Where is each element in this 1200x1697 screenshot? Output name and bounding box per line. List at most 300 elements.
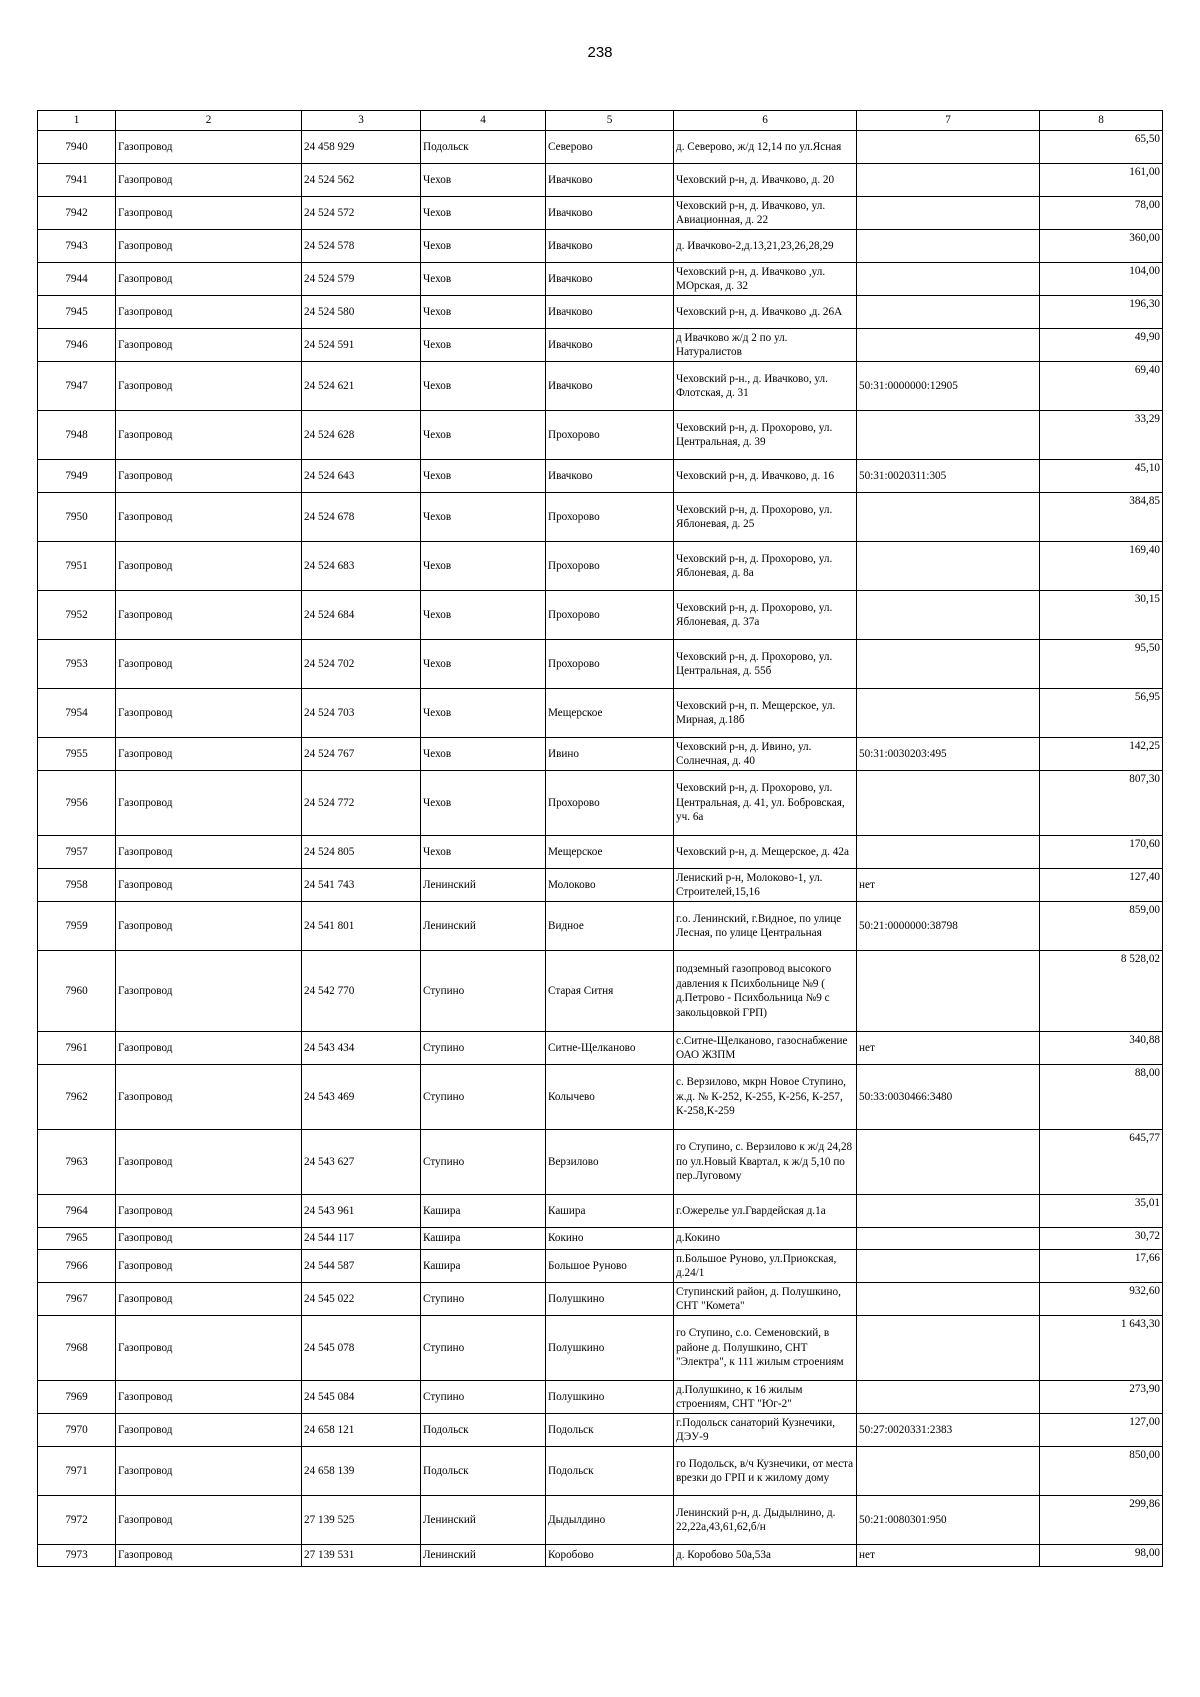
settlement-cell: Мещерское	[546, 836, 674, 869]
table-row	[38, 771, 1163, 836]
object-code-cell: 24 524 578	[302, 230, 421, 263]
row-number-cell: 7966	[38, 1250, 116, 1283]
address-cell: г.о. Ленинский, г.Видное, по улице Лесная, по улице Центральная	[674, 902, 857, 951]
object-code-cell: 24 545 022	[302, 1283, 421, 1316]
table-body	[38, 131, 1163, 1567]
district-cell: Чехов	[421, 329, 546, 362]
district-cell: Чехов	[421, 263, 546, 296]
length-cell: 30,15	[1040, 591, 1163, 640]
district-cell: Чехов	[421, 230, 546, 263]
cadastral-number-cell	[857, 1195, 1040, 1228]
length-cell: 169,40	[1040, 542, 1163, 591]
object-type-cell: Газопровод	[116, 460, 302, 493]
district-cell: Чехов	[421, 771, 546, 836]
settlement-cell: Ситне-Щелканово	[546, 1032, 674, 1065]
address-cell: с. Верзилово, мкрн Новое Ступино, ж.д. № К-252, К-255, К-256, К-257, К-258,К-259	[674, 1065, 857, 1130]
settlement-cell: Северово	[546, 131, 674, 164]
cadastral-number-cell	[857, 1228, 1040, 1250]
settlement-cell: Ивачково	[546, 362, 674, 411]
cadastral-number-cell	[857, 836, 1040, 869]
object-type-cell: Газопровод	[116, 296, 302, 329]
row-number-cell: 7940	[38, 131, 116, 164]
object-type-cell: Газопровод	[116, 689, 302, 738]
district-cell: Ступино	[421, 1381, 546, 1414]
settlement-cell: Прохорово	[546, 542, 674, 591]
length-cell: 17,66	[1040, 1250, 1163, 1283]
length-cell: 142,25	[1040, 738, 1163, 771]
object-type-cell: Газопровод	[116, 1130, 302, 1195]
row-number-cell: 7957	[38, 836, 116, 869]
address-cell: д. Северово, ж/д 12,14 по ул.Ясная	[674, 131, 857, 164]
object-code-cell: 24 524 562	[302, 164, 421, 197]
district-cell: Кашира	[421, 1195, 546, 1228]
settlement-cell: Дыдылдино	[546, 1496, 674, 1545]
district-cell: Чехов	[421, 296, 546, 329]
object-type-cell: Газопровод	[116, 1545, 302, 1567]
district-cell: Подольск	[421, 1447, 546, 1496]
length-cell: 273,90	[1040, 1381, 1163, 1414]
address-cell: Лениский р-н, Молоково-1, ул. Строителей,15,16	[674, 869, 857, 902]
column-header: 5	[546, 111, 674, 131]
table-row	[38, 542, 1163, 591]
table-row	[38, 591, 1163, 640]
district-cell: Ступино	[421, 1032, 546, 1065]
object-type-cell: Газопровод	[116, 1316, 302, 1381]
length-cell: 49,90	[1040, 329, 1163, 362]
object-code-cell: 24 658 121	[302, 1414, 421, 1447]
cadastral-number-cell: 50:31:0030203:495	[857, 738, 1040, 771]
column-header: 4	[421, 111, 546, 131]
object-type-cell: Газопровод	[116, 1447, 302, 1496]
table-row	[38, 738, 1163, 771]
object-code-cell: 24 524 683	[302, 542, 421, 591]
settlement-cell: Прохорово	[546, 591, 674, 640]
settlement-cell: Большое Руново	[546, 1250, 674, 1283]
address-cell: Чеховский р-н, п. Мещерское, ул. Мирная, д.18б	[674, 689, 857, 738]
address-cell: подземный газопровод высокого давления к Психбольнице №9 ( д.Петрово - Психбольница №9 с закольцовкой ГРП)	[674, 951, 857, 1032]
settlement-cell: Полушкино	[546, 1283, 674, 1316]
table-row	[38, 164, 1163, 197]
length-cell: 807,30	[1040, 771, 1163, 836]
settlement-cell: Подольск	[546, 1447, 674, 1496]
district-cell: Ленинский	[421, 1496, 546, 1545]
object-code-cell: 24 543 434	[302, 1032, 421, 1065]
object-code-cell: 24 658 139	[302, 1447, 421, 1496]
district-cell: Чехов	[421, 738, 546, 771]
table-row	[38, 869, 1163, 902]
district-cell: Ступино	[421, 1065, 546, 1130]
length-cell: 30,72	[1040, 1228, 1163, 1250]
length-cell: 95,50	[1040, 640, 1163, 689]
row-number-cell: 7944	[38, 263, 116, 296]
table-row	[38, 1065, 1163, 1130]
row-number-cell: 7948	[38, 411, 116, 460]
cadastral-number-cell	[857, 1316, 1040, 1381]
district-cell: Чехов	[421, 493, 546, 542]
address-cell: Чеховский р-н, д. Мещерское, д. 42а	[674, 836, 857, 869]
settlement-cell: Колычево	[546, 1065, 674, 1130]
row-number-cell: 7941	[38, 164, 116, 197]
district-cell: Чехов	[421, 689, 546, 738]
cadastral-number-cell	[857, 1381, 1040, 1414]
object-type-cell: Газопровод	[116, 493, 302, 542]
district-cell: Чехов	[421, 411, 546, 460]
district-cell: Ступино	[421, 1316, 546, 1381]
object-type-cell: Газопровод	[116, 1065, 302, 1130]
address-cell: д. Ивачково-2,д.13,21,23,26,28,29	[674, 230, 857, 263]
table-row	[38, 197, 1163, 230]
address-cell: Чеховский р-н, д. Прохорово, ул. Центральная, д. 41, ул. Бобровская, уч. 6а	[674, 771, 857, 836]
table-row	[38, 951, 1163, 1032]
cadastral-number-cell	[857, 591, 1040, 640]
row-number-cell: 7965	[38, 1228, 116, 1250]
district-cell: Чехов	[421, 197, 546, 230]
row-number-cell: 7973	[38, 1545, 116, 1567]
object-code-cell: 24 524 579	[302, 263, 421, 296]
object-type-cell: Газопровод	[116, 164, 302, 197]
row-number-cell: 7961	[38, 1032, 116, 1065]
cadastral-number-cell	[857, 542, 1040, 591]
row-number-cell: 7963	[38, 1130, 116, 1195]
cadastral-number-cell	[857, 131, 1040, 164]
address-cell: Чеховский р-н, д. Ивачково ,д. 26А	[674, 296, 857, 329]
object-type-cell: Газопровод	[116, 362, 302, 411]
table-row	[38, 296, 1163, 329]
table-row	[38, 1414, 1163, 1447]
object-type-cell: Газопровод	[116, 1032, 302, 1065]
row-number-cell: 7955	[38, 738, 116, 771]
object-type-cell: Газопровод	[116, 230, 302, 263]
cadastral-number-cell	[857, 1250, 1040, 1283]
registry-table	[37, 110, 1163, 1567]
length-cell: 8 528,02	[1040, 951, 1163, 1032]
object-code-cell: 24 524 621	[302, 362, 421, 411]
row-number-cell: 7942	[38, 197, 116, 230]
length-cell: 56,95	[1040, 689, 1163, 738]
cadastral-number-cell: 50:21:0000000:38798	[857, 902, 1040, 951]
settlement-cell: Ивачково	[546, 263, 674, 296]
address-cell: Чеховский р-н, д. Прохорово, ул. Яблоневая, д. 25	[674, 493, 857, 542]
settlement-cell: Верзилово	[546, 1130, 674, 1195]
object-type-cell: Газопровод	[116, 869, 302, 902]
address-cell: го Подольск, в/ч Кузнечики, от места врезки до ГРП и к жилому дому	[674, 1447, 857, 1496]
object-type-cell: Газопровод	[116, 1414, 302, 1447]
district-cell: Чехов	[421, 542, 546, 591]
district-cell: Чехов	[421, 591, 546, 640]
cadastral-number-cell	[857, 640, 1040, 689]
table-row	[38, 1496, 1163, 1545]
row-number-cell: 7945	[38, 296, 116, 329]
table-row	[38, 1195, 1163, 1228]
district-cell: Ступино	[421, 1283, 546, 1316]
address-cell: г.Подольск санаторий Кузнечики, ДЭУ-9	[674, 1414, 857, 1447]
object-code-cell: 24 541 743	[302, 869, 421, 902]
cadastral-number-cell	[857, 1130, 1040, 1195]
address-cell: Чеховский р-н., д. Ивачково, ул. Флотская, д. 31	[674, 362, 857, 411]
row-number-cell: 7972	[38, 1496, 116, 1545]
object-type-cell: Газопровод	[116, 542, 302, 591]
length-cell: 35,01	[1040, 1195, 1163, 1228]
cadastral-number-cell	[857, 263, 1040, 296]
object-type-cell: Газопровод	[116, 197, 302, 230]
table-row	[38, 1130, 1163, 1195]
address-cell: д.Кокино	[674, 1228, 857, 1250]
district-cell: Ленинский	[421, 869, 546, 902]
row-number-cell: 7962	[38, 1065, 116, 1130]
header-row	[38, 111, 1163, 131]
row-number-cell: 7960	[38, 951, 116, 1032]
object-type-cell: Газопровод	[116, 902, 302, 951]
district-cell: Ленинский	[421, 902, 546, 951]
length-cell: 45,10	[1040, 460, 1163, 493]
district-cell: Подольск	[421, 131, 546, 164]
length-cell: 850,00	[1040, 1447, 1163, 1496]
address-cell: Ступинский район, д. Полушкино, СНТ "Комета"	[674, 1283, 857, 1316]
cadastral-number-cell	[857, 411, 1040, 460]
settlement-cell: Прохорово	[546, 493, 674, 542]
settlement-cell: Полушкино	[546, 1381, 674, 1414]
settlement-cell: Ивачково	[546, 197, 674, 230]
length-cell: 65,50	[1040, 131, 1163, 164]
length-cell: 360,00	[1040, 230, 1163, 263]
table-row	[38, 263, 1163, 296]
object-code-cell: 24 524 580	[302, 296, 421, 329]
table-row	[38, 1283, 1163, 1316]
object-code-cell: 24 524 702	[302, 640, 421, 689]
column-header: 1	[38, 111, 116, 131]
row-number-cell: 7953	[38, 640, 116, 689]
object-code-cell: 24 543 469	[302, 1065, 421, 1130]
table-row	[38, 411, 1163, 460]
district-cell: Чехов	[421, 164, 546, 197]
object-code-cell: 24 524 703	[302, 689, 421, 738]
cadastral-number-cell: 50:31:0000000:12905	[857, 362, 1040, 411]
address-cell: Чеховский р-н, д. Ивино, ул. Солнечная, д. 40	[674, 738, 857, 771]
district-cell: Подольск	[421, 1414, 546, 1447]
cadastral-number-cell	[857, 164, 1040, 197]
settlement-cell: Молоково	[546, 869, 674, 902]
address-cell: Чеховский р-н, д. Прохорово, ул. Яблоневая, д. 8а	[674, 542, 857, 591]
district-cell: Кашира	[421, 1228, 546, 1250]
length-cell: 299,86	[1040, 1496, 1163, 1545]
row-number-cell: 7951	[38, 542, 116, 591]
object-code-cell: 24 544 117	[302, 1228, 421, 1250]
cadastral-number-cell	[857, 296, 1040, 329]
object-type-cell: Газопровод	[116, 1283, 302, 1316]
address-cell: г.Ожерелье ул.Гвардейская д.1а	[674, 1195, 857, 1228]
object-type-cell: Газопровод	[116, 640, 302, 689]
object-code-cell: 24 524 684	[302, 591, 421, 640]
settlement-cell: Ивачково	[546, 230, 674, 263]
object-type-cell: Газопровод	[116, 263, 302, 296]
address-cell: с.Ситне-Щелканово, газоснабжение ОАО ЖЗПМ	[674, 1032, 857, 1065]
district-cell: Чехов	[421, 362, 546, 411]
address-cell: Чеховский р-н, д. Прохорово, ул. Яблоневая, д. 37а	[674, 591, 857, 640]
address-cell: го Ступино, с. Верзилово к ж/д 24,28 по ул.Новый Квартал, к ж/д 5,10 по пер.Луговому	[674, 1130, 857, 1195]
settlement-cell: Видное	[546, 902, 674, 951]
object-code-cell: 24 458 929	[302, 131, 421, 164]
object-type-cell: Газопровод	[116, 329, 302, 362]
cadastral-number-cell	[857, 1447, 1040, 1496]
address-cell: го Ступино, с.о. Семеновский, в районе д. Полушкино, СНТ "Электра", к 111 жилым строениям	[674, 1316, 857, 1381]
length-cell: 932,60	[1040, 1283, 1163, 1316]
row-number-cell: 7946	[38, 329, 116, 362]
table-row	[38, 329, 1163, 362]
settlement-cell: Прохорово	[546, 771, 674, 836]
table-row	[38, 1250, 1163, 1283]
object-type-cell: Газопровод	[116, 1228, 302, 1250]
table-row	[38, 1032, 1163, 1065]
address-cell: Чеховский р-н, д. Ивачково, д. 16	[674, 460, 857, 493]
object-type-cell: Газопровод	[116, 1250, 302, 1283]
table-row	[38, 1316, 1163, 1381]
district-cell: Чехов	[421, 640, 546, 689]
row-number-cell: 7969	[38, 1381, 116, 1414]
cadastral-number-cell: 50:31:0020311:305	[857, 460, 1040, 493]
column-header: 8	[1040, 111, 1163, 131]
cadastral-number-cell: 50:33:0030466:3480	[857, 1065, 1040, 1130]
settlement-cell: Подольск	[546, 1414, 674, 1447]
cadastral-number-cell	[857, 329, 1040, 362]
column-header: 6	[674, 111, 857, 131]
object-code-cell: 24 541 801	[302, 902, 421, 951]
address-cell: Чеховский р-н, д. Прохорово, ул. Центральная, д. 39	[674, 411, 857, 460]
length-cell: 127,00	[1040, 1414, 1163, 1447]
settlement-cell: Кашира	[546, 1195, 674, 1228]
table-row	[38, 689, 1163, 738]
object-type-cell: Газопровод	[116, 1381, 302, 1414]
object-code-cell: 24 524 805	[302, 836, 421, 869]
object-code-cell: 24 524 643	[302, 460, 421, 493]
length-cell: 161,00	[1040, 164, 1163, 197]
length-cell: 33,29	[1040, 411, 1163, 460]
length-cell: 98,00	[1040, 1545, 1163, 1567]
cadastral-number-cell	[857, 230, 1040, 263]
row-number-cell: 7952	[38, 591, 116, 640]
object-type-cell: Газопровод	[116, 131, 302, 164]
object-code-cell: 24 545 084	[302, 1381, 421, 1414]
cadastral-number-cell: 50:27:0020331:2383	[857, 1414, 1040, 1447]
object-type-cell: Газопровод	[116, 411, 302, 460]
row-number-cell: 7947	[38, 362, 116, 411]
address-cell: д.Полушкино, к 16 жилым строениям, СНТ "Юг-2"	[674, 1381, 857, 1414]
object-type-cell: Газопровод	[116, 591, 302, 640]
settlement-cell: Прохорово	[546, 411, 674, 460]
row-number-cell: 7958	[38, 869, 116, 902]
table-row	[38, 230, 1163, 263]
row-number-cell: 7964	[38, 1195, 116, 1228]
object-type-cell: Газопровод	[116, 1496, 302, 1545]
table-row	[38, 460, 1163, 493]
address-cell: Чеховский р-н, д. Ивачково, ул. Авиационная, д. 22	[674, 197, 857, 230]
object-code-cell: 24 543 627	[302, 1130, 421, 1195]
address-cell: д Ивачково ж/д 2 по ул. Натуралистов	[674, 329, 857, 362]
object-code-cell: 24 524 591	[302, 329, 421, 362]
table-row	[38, 131, 1163, 164]
column-header: 2	[116, 111, 302, 131]
settlement-cell: Ивино	[546, 738, 674, 771]
settlement-cell: Мещерское	[546, 689, 674, 738]
cadastral-number-cell	[857, 197, 1040, 230]
table-row	[38, 493, 1163, 542]
length-cell: 384,85	[1040, 493, 1163, 542]
object-code-cell: 24 544 587	[302, 1250, 421, 1283]
row-number-cell: 7949	[38, 460, 116, 493]
object-code-cell: 24 524 767	[302, 738, 421, 771]
cadastral-number-cell: нет	[857, 869, 1040, 902]
row-number-cell: 7971	[38, 1447, 116, 1496]
table-row	[38, 1447, 1163, 1496]
row-number-cell: 7954	[38, 689, 116, 738]
length-cell: 78,00	[1040, 197, 1163, 230]
cadastral-number-cell	[857, 689, 1040, 738]
object-code-cell: 24 524 628	[302, 411, 421, 460]
length-cell: 340,88	[1040, 1032, 1163, 1065]
column-header: 3	[302, 111, 421, 131]
address-cell: Чеховский р-н, д. Ивачково, д. 20	[674, 164, 857, 197]
cadastral-number-cell	[857, 771, 1040, 836]
row-number-cell: 7970	[38, 1414, 116, 1447]
page-number: 238	[587, 44, 613, 61]
settlement-cell: Ивачково	[546, 460, 674, 493]
row-number-cell: 7968	[38, 1316, 116, 1381]
object-code-cell: 24 542 770	[302, 951, 421, 1032]
settlement-cell: Старая Ситня	[546, 951, 674, 1032]
cadastral-number-cell: нет	[857, 1032, 1040, 1065]
length-cell: 645,77	[1040, 1130, 1163, 1195]
row-number-cell: 7943	[38, 230, 116, 263]
cadastral-number-cell: 50:21:0080301:950	[857, 1496, 1040, 1545]
district-cell: Ступино	[421, 1130, 546, 1195]
row-number-cell: 7959	[38, 902, 116, 951]
settlement-cell: Кокино	[546, 1228, 674, 1250]
length-cell: 69,40	[1040, 362, 1163, 411]
row-number-cell: 7967	[38, 1283, 116, 1316]
cadastral-number-cell	[857, 951, 1040, 1032]
settlement-cell: Прохорово	[546, 640, 674, 689]
table-header	[38, 111, 1163, 131]
address-cell: п.Большое Руново, ул.Приокская, д.24/1	[674, 1250, 857, 1283]
address-cell: д. Коробово 50а,53а	[674, 1545, 857, 1567]
length-cell: 88,00	[1040, 1065, 1163, 1130]
length-cell: 1 643,30	[1040, 1316, 1163, 1381]
table-row	[38, 902, 1163, 951]
object-type-cell: Газопровод	[116, 738, 302, 771]
object-code-cell: 24 545 078	[302, 1316, 421, 1381]
length-cell: 170,60	[1040, 836, 1163, 869]
table-row	[38, 1381, 1163, 1414]
object-type-cell: Газопровод	[116, 771, 302, 836]
length-cell: 859,00	[1040, 902, 1163, 951]
district-cell: Чехов	[421, 460, 546, 493]
cadastral-number-cell: нет	[857, 1545, 1040, 1567]
object-type-cell: Газопровод	[116, 836, 302, 869]
settlement-cell: Ивачково	[546, 164, 674, 197]
table-row	[38, 640, 1163, 689]
object-code-cell: 27 139 531	[302, 1545, 421, 1567]
table-row	[38, 1545, 1163, 1567]
length-cell: 127,40	[1040, 869, 1163, 902]
settlement-cell: Полушкино	[546, 1316, 674, 1381]
settlement-cell: Коробово	[546, 1545, 674, 1567]
settlement-cell: Ивачково	[546, 296, 674, 329]
table-row	[38, 836, 1163, 869]
address-cell: Чеховский р-н, д. Ивачково ,ул. МОрская, д. 32	[674, 263, 857, 296]
column-header: 7	[857, 111, 1040, 131]
object-type-cell: Газопровод	[116, 1195, 302, 1228]
district-cell: Ступино	[421, 951, 546, 1032]
row-number-cell: 7956	[38, 771, 116, 836]
